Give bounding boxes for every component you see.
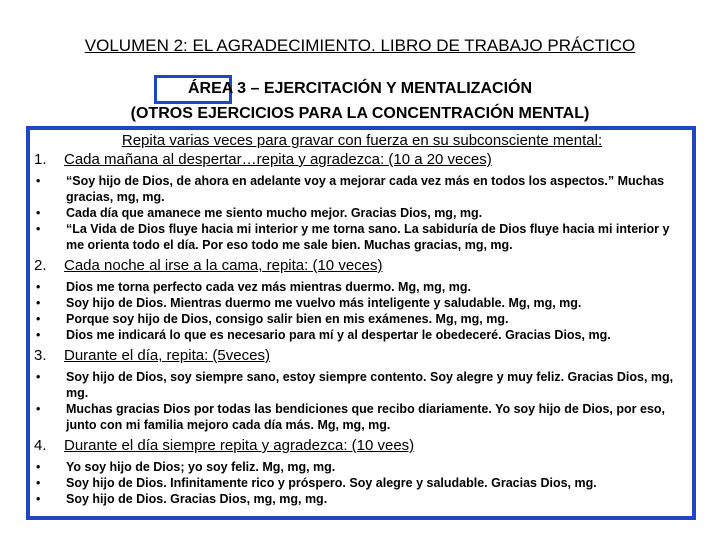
bullet-icon: • [36,206,41,220]
section-title: Cada mañana al despertar…repita y agradezca: (10 a 20 veces) [64,151,492,168]
bullet-text: Dios me torna perfecto cada vez más mientras duermo. Mg, mg, mg. [66,280,471,294]
bullet-text: Porque soy hijo de Dios, consigo salir bien en mis exámenes. Mg, mg, mg. [66,312,509,326]
document-title: VOLUMEN 2: EL AGRADECIMIENTO. LIBRO DE TRABAJO PRÁCTICO [84,36,636,55]
bullet-text: “La Vida de Dios fluye hacia mi interior y me torna sano. La sabiduría de Dios fluye hacia mi interior y me orienta todo el día. Por eso todo me sale bien. Muchas gracias, mg, mg. [66,222,670,252]
bullet-list [30,279,694,343]
bullet-icon: • [36,312,41,326]
section-number: 4. [34,437,47,454]
list-item [30,459,694,475]
list-item [30,311,694,327]
list-item [30,221,694,253]
section-heading [30,151,694,169]
bullet-list [30,459,694,507]
bullet-icon: • [36,476,41,490]
bullet-text: “Soy hijo de Dios, de ahora en adelante voy a mejorar cada vez más en todos los aspectos.” Muchas gracias, mg, mg. [66,174,665,204]
bullet-text: Soy hijo de Dios. Infinitamente rico y próspero. Soy alegre y saludable. Gracias Dios, mg. [66,476,597,490]
list-item [30,327,694,343]
section-heading [30,437,694,455]
list-item [30,173,694,205]
section-number: 2. [34,257,47,274]
area-subheading: (OTROS EJERCICIOS PARA LA CONCENTRACIÓN MENTAL) [130,105,590,122]
lead-instruction: Repita varias veces para gravar con fuerza en su subconsciente mental: [121,132,603,149]
bullet-icon: • [36,174,41,188]
bullet-icon: • [36,460,41,474]
list-item [30,279,694,295]
bullet-text: Soy hijo de Dios. Mientras duermo me vuelvo más inteligente y saludable. Mg, mg, mg. [66,296,582,310]
bullet-text: Dios me indicará lo que es necesario para mí y al despertar le obedeceré. Gracias Dios, mg. [66,328,611,342]
bullet-icon: • [36,296,41,310]
bullet-list [30,369,694,433]
section-title: Durante el día siempre repita y agradezca: (10 vees) [64,437,415,454]
list-item [30,205,694,221]
section-title: Cada noche al irse a la cama, repita: (10 veces) [64,257,383,274]
bullet-text: Yo soy hijo de Dios; yo soy feliz. Mg, mg, mg. [66,460,336,474]
bullet-icon: • [36,222,41,236]
section-heading [30,347,694,365]
content-body [30,132,694,511]
sections-list [30,151,694,507]
bullet-text: Soy hijo de Dios. Gracias Dios, mg, mg, mg. [66,492,328,506]
bullet-icon: • [36,402,41,416]
bullet-list [30,173,694,253]
area-heading: ÁREA 3 – EJERCITACIÓN Y MENTALIZACIÓN [187,80,533,97]
list-item [30,401,694,433]
bullet-text: Muchas gracias Dios por todas las bendiciones que recibo diariamente. Yo soy hijo de Dios, por eso, junto con mi familia mejoro cada día más. Mg, mg, mg. [66,402,665,432]
bullet-text: Soy hijo de Dios, soy siempre sano, estoy siempre contento. Soy alegre y muy feliz. Gracias Dios, mg, mg. [66,370,674,400]
section-heading [30,257,694,275]
bullet-icon: • [36,328,41,342]
bullet-icon: • [36,492,41,506]
bullet-icon: • [36,370,41,384]
list-item [30,491,694,507]
list-item [30,369,694,401]
bullet-text: Cada día que amanece me siento mucho mejor. Gracias Dios, mg, mg. [66,206,483,220]
bullet-icon: • [36,280,41,294]
list-item [30,475,694,491]
list-item [30,295,694,311]
section-number: 1. [34,151,47,168]
section-number: 3. [34,347,47,364]
section-title: Durante el día, repita: (5veces) [64,347,270,364]
